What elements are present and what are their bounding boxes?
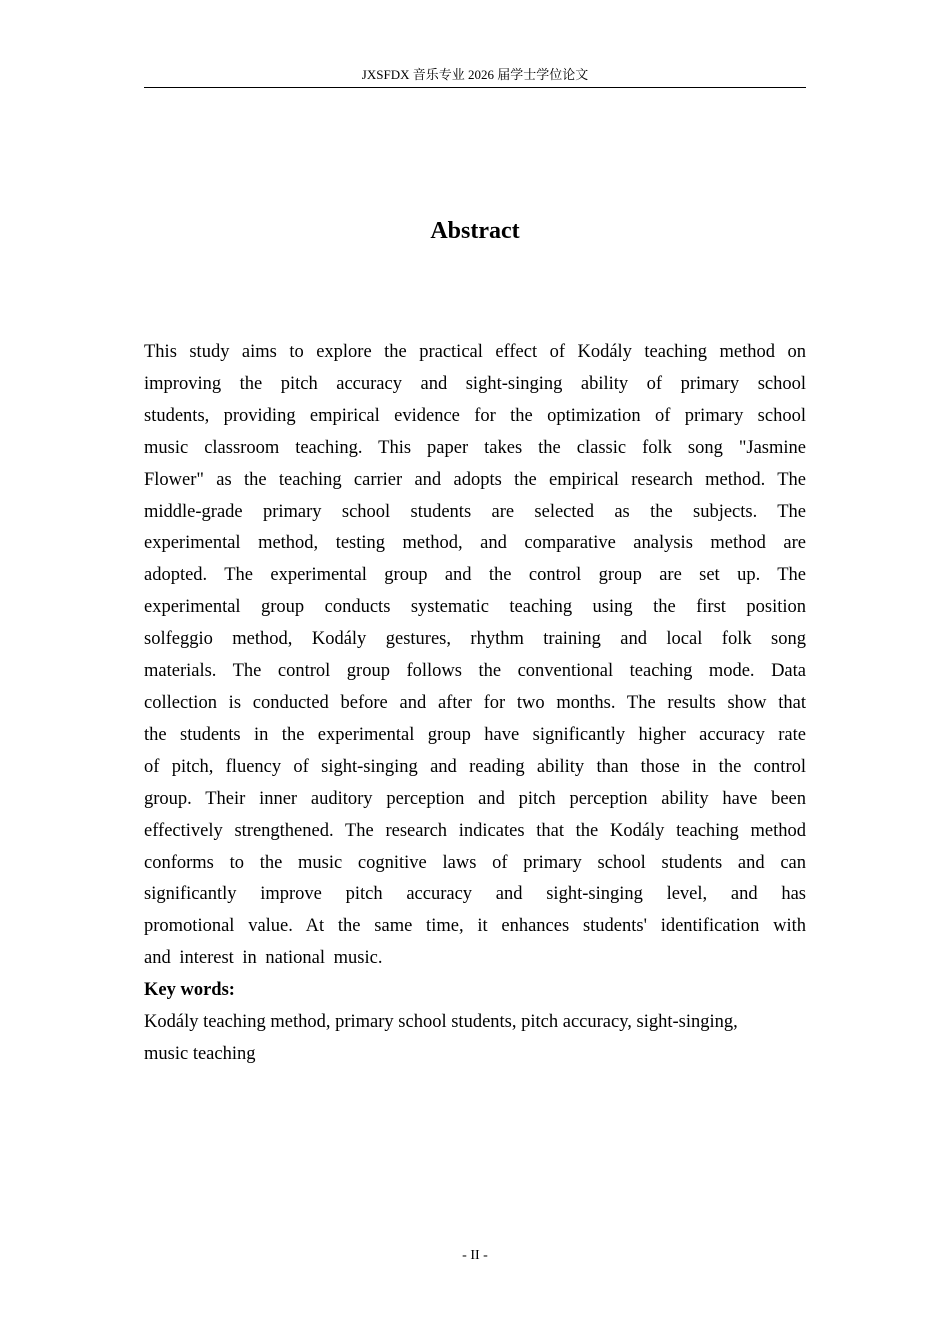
abstract-line: conforms to the music cognitive laws of primary school students and can [144, 852, 806, 873]
abstract-paragraph [144, 337, 806, 975]
abstract-line: significantly improve pitch accuracy and sight-singing level, and has [144, 884, 806, 905]
abstract-line: experimental method, testing method, and comparative analysis method are [144, 533, 806, 554]
abstract-line: effectively strengthened. The research indicates that the Kodály teaching method [144, 820, 806, 841]
keywords-line: Kodály teaching method, primary school students, pitch accuracy, sight-singing, [144, 1012, 738, 1033]
abstract-line: group. Their inner auditory perception and pitch perception ability have been [144, 788, 806, 809]
header-rule [144, 87, 806, 88]
abstract-body [144, 337, 806, 1071]
keywords-line: music teaching [144, 1043, 256, 1064]
abstract-line: experimental group conducts systematic teaching using the first position [144, 597, 806, 618]
abstract-line: materials. The control group follows the conventional teaching mode. Data [144, 661, 806, 682]
abstract-line: promotional value. At the same time, it enhances students' identification with [144, 916, 806, 937]
abstract-line: improving the pitch accuracy and sight-singing ability of primary school [144, 373, 806, 394]
abstract-line: music classroom teaching. This paper takes the classic folk song "Jasmine [144, 437, 806, 458]
abstract-line: solfeggio method, Kodály gestures, rhythm training and local folk song [144, 629, 806, 650]
abstract-line: Flower" as the teaching carrier and adopts the empirical research method. The [144, 469, 806, 490]
abstract-line: collection is conducted before and after for two months. The results show that [144, 692, 806, 713]
abstract-line: the students in the experimental group have significantly higher accuracy rate [144, 724, 806, 745]
keywords-label: Key words: [144, 980, 235, 1001]
abstract-line: This study aims to explore the practical effect of Kodály teaching method on [144, 342, 806, 362]
abstract-line: of pitch, fluency of sight-singing and reading ability than those in the control [144, 756, 806, 777]
keywords-list [144, 1007, 806, 1071]
page-number: - II - [462, 1248, 488, 1263]
abstract-line: middle-grade primary school students are selected as the subjects. The [144, 501, 806, 522]
abstract-line: and interest in national music. [144, 948, 383, 969]
abstract-title: Abstract [430, 218, 520, 244]
abstract-line: adopted. The experimental group and the control group are set up. The [144, 565, 806, 586]
abstract-line: students, providing empirical evidence for the optimization of primary school [144, 405, 806, 426]
running-header: JXSFDX 音乐专业 2026 届学士学位论文 [361, 67, 589, 82]
